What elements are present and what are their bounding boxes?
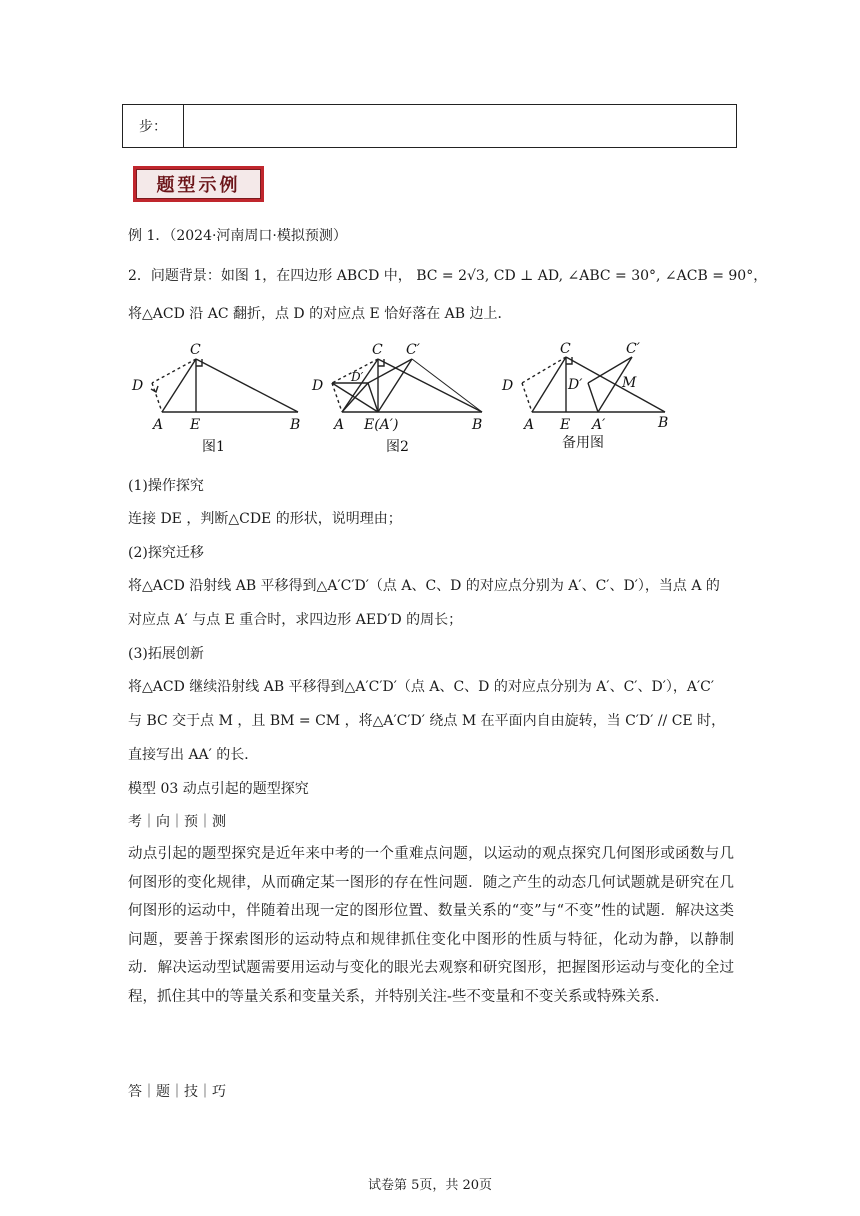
svg-text:C′: C′ bbox=[626, 341, 640, 357]
question-line-1: 2．问题背景：如图 1，在四边形 ABCD 中， BC = 2√3, CD ⊥ AD, ∠ABC = 30°, ∠ACB = 90°， bbox=[128, 268, 768, 284]
figure-3-labels bbox=[501, 341, 668, 433]
part-2-title: (2)探究迁移 bbox=[128, 545, 204, 561]
svg-text:D′: D′ bbox=[568, 377, 583, 393]
part-3-line-1: 将△ACD 继续沿射线 AB 平移得到△A′C′D′（点 A、C、D 的对应点分别为 A′、C′、D′），A′C′ bbox=[128, 679, 715, 695]
label-A: A bbox=[153, 417, 164, 433]
label-B: B bbox=[290, 417, 301, 433]
svg-text:E: E bbox=[560, 417, 571, 433]
part-1-text: 连接 DE ，判断△CDE 的形状，说明理由； bbox=[128, 511, 402, 527]
label-D: D bbox=[132, 378, 144, 394]
section-banner bbox=[133, 166, 264, 202]
part-2-line-2: 对应点 A′ 与点 E 重合时，求四边形 AED′D 的周长； bbox=[128, 612, 463, 628]
example-header: 例 1．（2024·河南周口·模拟预测） bbox=[128, 228, 347, 244]
svg-text:D: D bbox=[312, 378, 324, 394]
svg-text:B: B bbox=[658, 415, 669, 431]
label-E: E bbox=[190, 417, 201, 433]
svg-text:D: D bbox=[502, 378, 514, 394]
part-3-line-3: 直接写出 AA′ 的长． bbox=[128, 747, 259, 763]
figure-1 bbox=[151, 359, 298, 412]
label-C: C bbox=[190, 342, 201, 358]
svg-text:C′: C′ bbox=[406, 342, 420, 358]
banner-title: 题型示例 bbox=[136, 169, 261, 199]
geometry-figures bbox=[120, 335, 680, 460]
question-line-2: 将△ACD 沿 AC 翻折，点 D 的对应点 E 恰好落在 AB 边上． bbox=[128, 306, 512, 322]
page-footer: 试卷第 5页，共 20页 bbox=[367, 1178, 493, 1193]
svg-text:B: B bbox=[472, 417, 483, 433]
model-title: 模型 03 动点引起的题型探究 bbox=[128, 781, 309, 797]
svg-text:C: C bbox=[372, 342, 383, 358]
figure-1-caption: 图1 bbox=[202, 439, 225, 455]
svg-text:A′: A′ bbox=[592, 417, 606, 433]
svg-text:C: C bbox=[560, 341, 571, 357]
figure-3-caption: 备用图 bbox=[562, 435, 604, 451]
tips-title: 答｜题｜技｜巧 bbox=[128, 1084, 226, 1100]
part-2-line-1: 将△ACD 沿射线 AB 平移得到△A′C′D′（点 A、C、D 的对应点分别为 A′、C′、D′），当点 A 的 bbox=[128, 578, 720, 594]
model-paragraph: 动点引起的题型探究是近年来中考的一个重难点问题，以运动的观点探究几何图形或函数与几何图形的变化规律，从而确定某一图形的存在性问题．随之产生的动态几何试题就是研究在几何图形的运动中，伴随着出现一定的图形位置、数量关系的“变”与“不变”性的试题．解决这类问题，要善于探索图形的运动特点和规律抓住变化中图形的性质与特征，化动为静，以静制动．解决运动型试题需要用运动与变化的眼光去观察和研究图形，把握图形运动与变化的全过程，抓住其中的等量关系和变量关系，并特别关注-些不变量和不变关系或特殊关系． bbox=[128, 846, 734, 1005]
steps-table bbox=[122, 104, 737, 148]
step-label: 步： bbox=[123, 105, 184, 147]
figure-1-labels bbox=[131, 342, 300, 433]
part-3-line-2: 与 BC 交于点 M ，且 BM = CM ，将△A′C′D′ 绕点 M 在平面内自由旋转，当 C′D′ // CE 时， bbox=[128, 713, 726, 729]
figure-3 bbox=[522, 357, 665, 412]
svg-text:A: A bbox=[334, 417, 345, 433]
part-1-title: (1)操作探究 bbox=[128, 478, 204, 494]
figure-2-labels bbox=[311, 342, 482, 433]
svg-text:E(A′): E(A′) bbox=[364, 417, 399, 433]
svg-text:M: M bbox=[622, 375, 637, 391]
svg-text:D′: D′ bbox=[351, 370, 364, 384]
figure-2-caption: 图2 bbox=[386, 439, 409, 455]
model-subtitle: 考｜向｜预｜测 bbox=[128, 814, 226, 830]
part-3-title: (3)拓展创新 bbox=[128, 646, 204, 662]
svg-text:A: A bbox=[524, 417, 535, 433]
figure-2 bbox=[332, 359, 482, 412]
